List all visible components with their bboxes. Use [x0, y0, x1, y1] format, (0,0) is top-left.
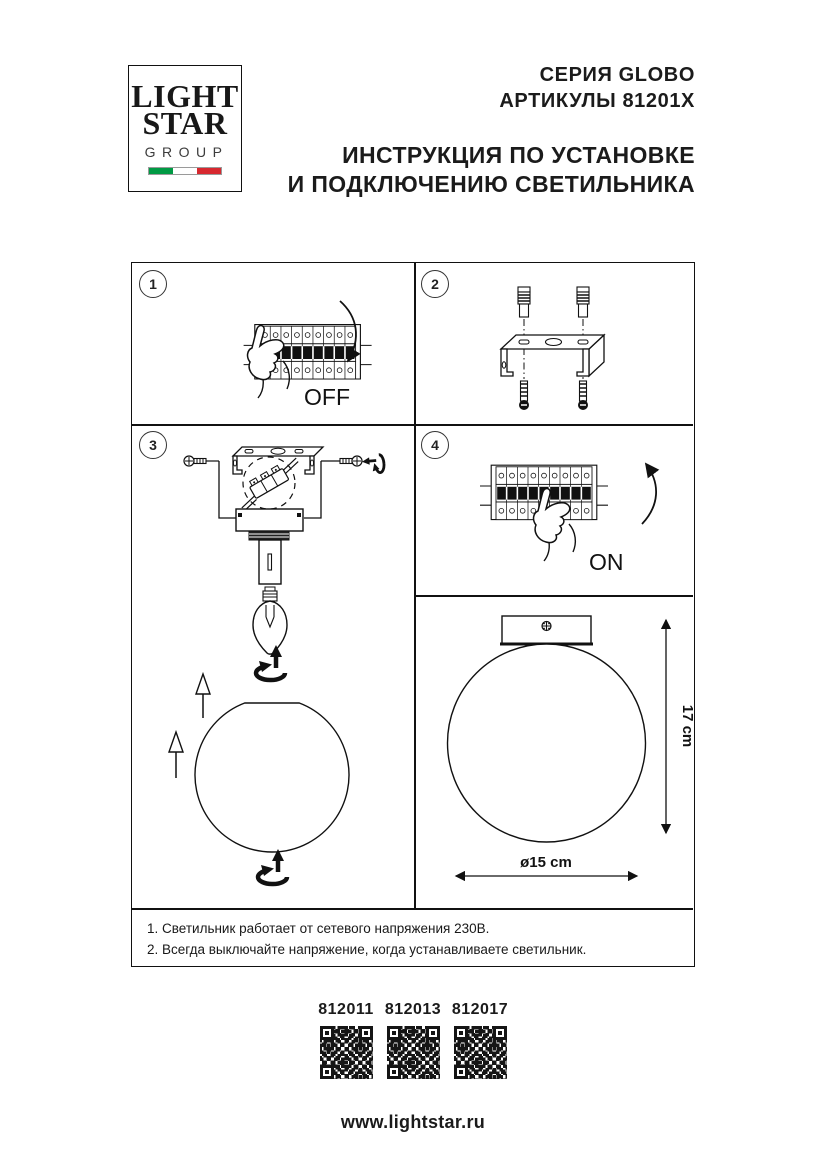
twist-arrow-icon	[362, 454, 385, 474]
qr-code-812011	[320, 1026, 373, 1079]
article-column	[451, 1001, 509, 1079]
assembly-illustration	[132, 424, 414, 908]
step-4-badge: 4	[421, 431, 449, 459]
step-2-badge: 2	[421, 270, 449, 298]
mounting-bracket-illustration	[414, 263, 696, 424]
instruction-grid	[131, 262, 695, 967]
side-screw-right	[321, 456, 362, 466]
note-line-1: 1. Светильник работает от сетевого напряжения 230В.	[147, 921, 490, 936]
website-url: www.lightstar.ru	[340, 1112, 486, 1132]
article-codes	[0, 1001, 826, 1079]
diameter-dimension-label: ø15 cm	[520, 854, 572, 871]
series-title: СЕРИЯ GLOBO	[539, 64, 695, 86]
logo-group: GROUP	[144, 143, 229, 160]
article-column	[384, 1001, 442, 1079]
qr-code-812017	[454, 1026, 507, 1079]
globe-outline	[448, 644, 646, 842]
step-1-badge: 1	[139, 270, 167, 298]
safety-notes	[132, 908, 696, 968]
logo-star: STAR	[142, 104, 228, 141]
step-3-badge: 3	[139, 431, 167, 459]
up-arrow-icon	[169, 732, 183, 778]
height-dimension-label: 17 cm	[679, 704, 696, 748]
power-off-illustration	[132, 263, 414, 424]
flag-green	[149, 168, 173, 174]
screw-in-arrow-icon	[258, 849, 287, 884]
note-line-2: 2. Всегда выключайте напряжение, когда устанавливаете светильник.	[147, 941, 587, 957]
arrow-up-icon	[642, 464, 656, 524]
article-number: 812011	[318, 1001, 374, 1018]
flag-white	[173, 168, 197, 174]
off-label: OFF	[304, 384, 350, 410]
instruction-title-line1: ИНСТРУКЦИЯ ПО УСТАНОВКЕ	[342, 142, 695, 168]
logo-light: LIGHT	[131, 77, 239, 114]
dimensions-illustration	[414, 595, 696, 908]
document-header	[288, 62, 695, 199]
italian-flag-bar	[148, 167, 222, 175]
article-number: 812017	[451, 1001, 509, 1018]
qr-code-812013	[387, 1026, 440, 1079]
power-on-illustration	[414, 424, 696, 595]
up-arrow-icon	[196, 674, 210, 718]
globe-shade	[195, 703, 349, 852]
instruction-title-line2: И ПОДКЛЮЧЕНИЮ СВЕТИЛЬНИКА	[287, 171, 695, 197]
screw-head-icon	[542, 622, 551, 631]
bulb	[253, 587, 287, 654]
lightstar-logo	[128, 65, 242, 192]
on-label: ON	[589, 549, 624, 575]
articles-title: АРТИКУЛЫ 81201X	[499, 90, 695, 112]
article-column	[320, 1001, 373, 1079]
side-screw-left	[184, 456, 219, 466]
flag-red	[197, 168, 221, 174]
article-number: 812013	[384, 1001, 442, 1018]
